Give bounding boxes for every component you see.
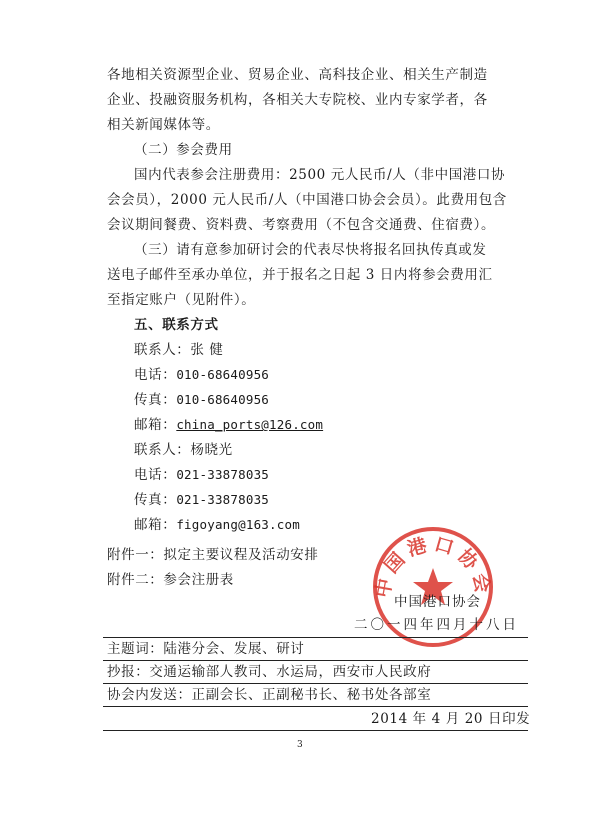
paragraph-line: （三）请有意参加研讨会的代表尽快将报名回执传真或发	[134, 242, 487, 258]
contact-name-value: 杨晓光	[190, 442, 233, 458]
contact-email-link[interactable]: china_ports@126.com	[176, 417, 324, 432]
contact-phone-value: 010-68640956	[176, 367, 270, 382]
contact-phone-value: 021-33878035	[176, 467, 270, 482]
contact-fax	[134, 491, 269, 509]
seal-text: 中国港口协会	[371, 533, 495, 600]
contact-name-label: 联系人：	[134, 442, 191, 458]
section-heading: 五、联系方式	[134, 317, 219, 333]
footer-divider	[103, 637, 528, 638]
signature-org: 中国港口协会	[394, 594, 481, 610]
page-number: 3	[297, 740, 303, 750]
contact-fax-label: 传真：	[134, 492, 177, 508]
contact-email	[134, 516, 300, 534]
contact-name-label: 联系人：	[134, 342, 191, 358]
contact-fax-label: 传真：	[134, 392, 177, 408]
paragraph-line: 相关新闻媒体等。	[107, 117, 220, 133]
footer-divider	[103, 660, 528, 661]
paragraph-line: 会会员），2000 元人民币/人（中国港口协会会员）。此费用包含	[107, 192, 507, 208]
footer-keywords: 主题词：陆港分会、发展、研讨	[107, 641, 305, 657]
contact-name	[134, 441, 233, 459]
contact-fax	[134, 391, 269, 409]
footer-divider	[103, 683, 528, 684]
contact-email-link[interactable]: figoyang@163.com	[176, 517, 300, 532]
attachment-1: 附件一：拟定主要议程及活动安排	[107, 547, 319, 563]
footer-divider	[103, 706, 528, 707]
contact-fax-value: 010-68640956	[176, 392, 270, 407]
contact-email-label: 邮箱：	[134, 517, 177, 533]
section-heading: （二）参会费用	[134, 142, 233, 158]
footer-cc: 抄报：交通运输部人教司、水运局，西安市人民政府	[107, 664, 432, 680]
attachment-2: 附件二：参会注册表	[107, 572, 234, 588]
contact-email	[134, 416, 323, 434]
contact-fax-value: 021-33878035	[176, 492, 270, 507]
contact-phone	[134, 366, 269, 384]
paragraph-line: 企业、投融资服务机构，各相关大专院校、业内专家学者，各	[107, 92, 488, 108]
contact-phone-label: 电话：	[134, 467, 177, 483]
signature-date: 二〇一四年四月十八日	[354, 617, 519, 633]
footer-internal: 协会内发送：正副会长、正副秘书长、秘书处各部室	[107, 687, 432, 703]
paragraph-line: 国内代表参会注册费用：2500 元人民币/人（非中国港口协	[134, 167, 506, 183]
contact-name	[134, 341, 224, 359]
footer-divider	[103, 730, 528, 731]
footer-printed-date: 2014 年 4 月 20 日印发	[371, 711, 531, 727]
contact-email-label: 邮箱：	[134, 417, 177, 433]
paragraph-line: 会议期间餐费、资料费、考察费用（不包含交通费、住宿费）。	[107, 217, 496, 233]
contact-phone	[134, 466, 269, 484]
paragraph-line: 至指定账户（见附件）。	[107, 292, 256, 308]
contact-name-value: 张 健	[190, 342, 224, 358]
paragraph-line: 各地相关资源型企业、贸易企业、高科技企业、相关生产制造	[107, 67, 488, 83]
paragraph-line: 送电子邮件至承办单位，并于报名之日起 3 日内将参会费用汇	[107, 267, 493, 283]
contact-phone-label: 电话：	[134, 367, 177, 383]
